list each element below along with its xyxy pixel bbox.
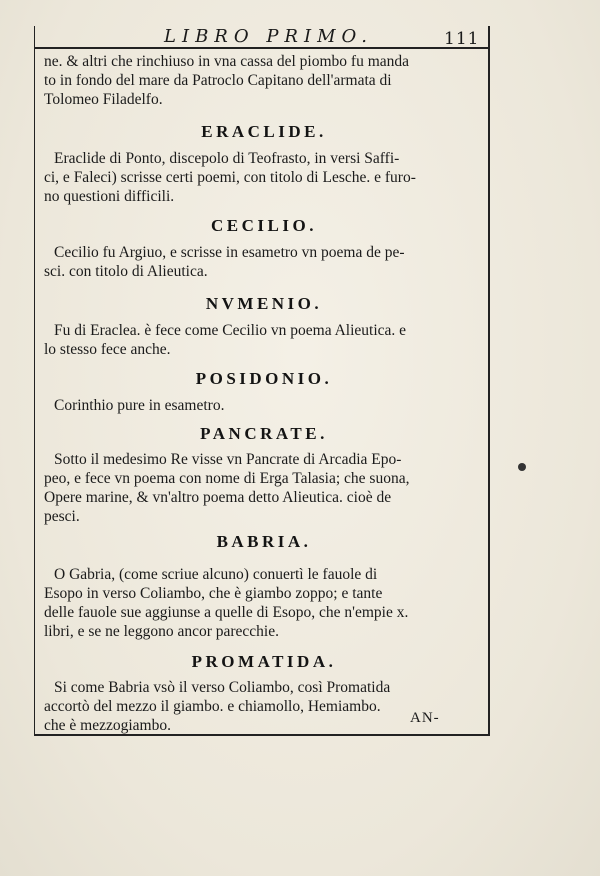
text-line: libri, e se ne leggono ancor parecchie.	[44, 623, 279, 640]
section-heading-eraclide: ERACLIDE.	[201, 122, 327, 141]
text-line: O Gabria, (come scriue alcuno) conuertì le fauole di	[54, 566, 378, 583]
text-line: Si come Babria vsò il verso Coliambo, così Promatida	[54, 679, 391, 696]
paragraph-numenio	[44, 321, 484, 359]
text-line: ne. & altri che rinchiuso in vna cassa del piombo fu manda	[44, 53, 410, 70]
text-line: Sotto il medesimo Re visse vn Pancrate di Arcadia Epo-	[54, 451, 402, 468]
section-heading-promatida: PROMATIDA.	[191, 652, 337, 671]
text-line: peo, e fece vn poema con nome di Erga Talasia; che suona,	[44, 470, 410, 487]
paragraph-posidonio	[44, 396, 484, 415]
text-line: sci. con titolo di Alieutica.	[44, 263, 208, 280]
page-body	[44, 50, 484, 735]
text-line: delle fauole sue aggiunse a quelle di Esopo, che n'empie x.	[44, 604, 409, 621]
text-line: Tolomeo Filadelfo.	[44, 91, 163, 108]
text-line: che è mezzogiambo.	[44, 717, 171, 734]
text-line: no questioni difficili.	[44, 188, 175, 205]
text-line: to in fondo del mare da Patroclo Capitano dell'armata di	[44, 72, 392, 89]
section-heading-posidonio: POSIDONIO.	[195, 369, 333, 388]
paragraph-cecilio	[44, 243, 484, 281]
paragraph-pancrate	[44, 450, 484, 526]
section-heading-numenio: NVMENIO.	[205, 294, 323, 313]
text-line: Cecilio fu Argiuo, e scrisse in esametro vn poema de pe-	[54, 244, 405, 261]
binding-hole	[518, 463, 526, 471]
paragraph-babria	[44, 565, 484, 641]
section-heading-cecilio: CECILIO.	[211, 216, 317, 235]
text-line: lo stesso fece anche.	[44, 341, 171, 358]
text-line: Esopo in verso Coliambo, che è giambo zoppo; e tante	[44, 585, 383, 602]
page-number: 111	[444, 29, 480, 49]
text-line: Opere marine, & vn'altro poema detto Alieutica. cioè de	[44, 489, 392, 506]
paragraph-eraclide	[44, 149, 484, 206]
text-line: Eraclide di Ponto, discepolo di Teofrasto, in versi Saffi-	[54, 150, 400, 167]
section-heading-pancrate: PANCRATE.	[200, 424, 328, 443]
running-head: LIBRO PRIMO.	[164, 26, 373, 47]
header-rule	[34, 47, 489, 49]
text-line: Fu di Eraclea. è fece come Cecilio vn poema Alieutica. e	[54, 322, 407, 339]
text-line: ci, e Faleci) scrisse certi poemi, con titolo di Lesche. e furo-	[44, 169, 416, 186]
continued-paragraph	[44, 52, 484, 109]
catchword: AN-	[410, 710, 440, 726]
text-line: Corinthio pure in esametro.	[54, 397, 225, 414]
section-heading-babria: BABRIA.	[216, 532, 312, 551]
text-line: accortò del mezzo il giambo. e chiamollo, Hemiambo.	[44, 698, 381, 715]
text-line: pesci.	[44, 508, 80, 525]
